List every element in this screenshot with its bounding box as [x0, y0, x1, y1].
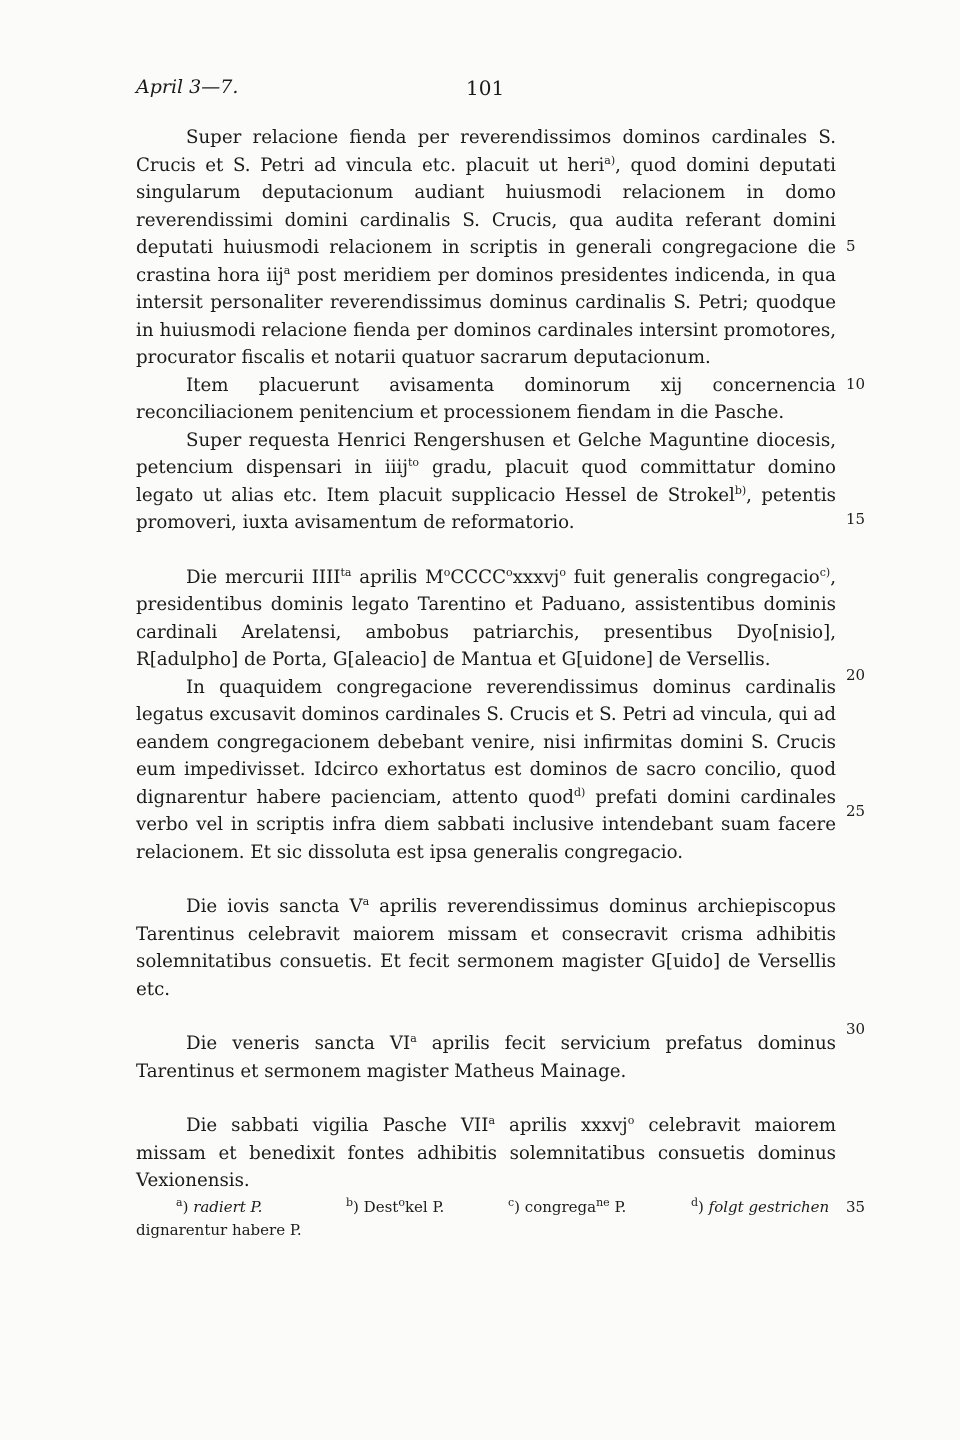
footnote-mark: a: [176, 1196, 183, 1209]
superscript: o: [627, 1113, 635, 1127]
text-run: , quod domini deputati singularum deputacionum audiant huiusmodi relacionem in domo reverendissimi domini cardinalis S. Crucis, qua audita referant domini deputati huiusmodi relacionem in scriptis in generali congregacione die crastina hora iij: [136, 154, 836, 286]
paragraph: [136, 1030, 836, 1085]
text-run: Super requesta Henrici Rengershusen et Gelche Maguntine diocesis, petencium dispensari in iiij: [136, 429, 836, 478]
footnote-d-continued: dignarentur habere P.: [136, 1221, 302, 1239]
line-number: 25: [846, 802, 866, 820]
section-gap: [136, 1003, 836, 1030]
paragraph: [136, 427, 836, 537]
footnote-b: $^b$) Dest$^o$kel P.: [346, 1196, 445, 1216]
footnote-d: $^d$) folgt gestrichen: [691, 1196, 830, 1216]
text-run: , petentis promoveri, iuxta avisamentum de reformatorio.: [136, 484, 836, 533]
paragraph: [136, 674, 836, 867]
text-run: Die sabbati vigilia Pasche VII: [186, 1115, 489, 1136]
superscript: ta: [340, 565, 352, 579]
footnote-mark: d: [691, 1196, 699, 1209]
superscript: a: [410, 1031, 417, 1045]
line-number: 5: [846, 237, 856, 255]
paragraph: [136, 1112, 836, 1195]
text-run: celebravit maiorem missam et benedixit fontes adhibitis solemnitatibus consuetis dominus Vexionensis.: [136, 1115, 837, 1191]
footnote-text: folgt gestrichen: [708, 1198, 830, 1216]
section-gap: [136, 537, 836, 564]
running-head-date: April 3—7.: [136, 76, 239, 98]
page-number: 101: [466, 76, 505, 100]
paragraph: [136, 893, 836, 1003]
footnote-text: P.: [614, 1198, 627, 1216]
text-run: Die mercurii IIII: [186, 566, 341, 588]
superscript: a): [604, 153, 616, 167]
text-run: , presidentibus dominis legato Tarentino et Paduano, assistentibus dominis cardinali Arelatensi, ambobus patriarchis, presentibus Dyo[nisio], R[adulpho] de Porta, G[aleacio] de Mantua et G[uidone] de Versellis.: [136, 566, 836, 670]
text-run: prefati domini cardinales verbo vel in scriptis infra diem sabbati inclusive intendebant suam facere relacionem. Et sic dissoluta est ipsa generalis congregacio.: [136, 786, 837, 863]
section-gap: [136, 866, 836, 893]
superscript: b): [734, 483, 747, 497]
text-run: fuit generalis congregacio: [565, 566, 820, 588]
footnote-sup: ne: [596, 1196, 610, 1209]
superscript: d): [574, 785, 586, 799]
line-number: 10: [846, 375, 866, 393]
superscript: to: [408, 455, 420, 469]
superscript: a: [488, 1113, 495, 1127]
footnote-text: Dest: [363, 1198, 399, 1216]
main-text: [136, 124, 836, 1195]
paragraph: [136, 124, 836, 372]
superscript: a: [362, 894, 370, 908]
footnote-a: $^a$) radiert P.: [176, 1196, 263, 1216]
superscript: o: [443, 565, 451, 579]
footnote-text: congrega: [524, 1198, 597, 1216]
text-run: aprilis xxxvj: [495, 1115, 628, 1136]
paragraph: [136, 372, 836, 427]
footnotes: [136, 1196, 856, 1242]
paragraph: [136, 564, 836, 674]
running-head: [136, 76, 856, 106]
superscript: o: [506, 565, 513, 579]
line-number: 20: [846, 666, 866, 684]
text-run: gradu, placuit quod committatur domino legato ut alias etc. Item placuit supplicacio Hessel de Strokel: [136, 457, 836, 506]
text-run: CCCC: [450, 566, 506, 588]
footnote-c: $^c$) congrega$^{ne}$ P.: [508, 1196, 627, 1216]
text-run: aprilis M: [351, 566, 444, 588]
text-run: Die veneris sancta VI: [186, 1033, 411, 1054]
line-number: 35: [846, 1198, 866, 1216]
line-number: 30: [846, 1020, 866, 1038]
footnote-text: radiert P.: [193, 1198, 263, 1216]
text-run: Super relacione fienda per reverendissimos dominos cardinales S. Crucis et S. Petri ad vincula etc. placuit ut heri: [136, 127, 836, 176]
footnote-mark: c: [508, 1196, 515, 1209]
text-run: Die iovis sancta V: [186, 896, 363, 917]
text-run: Item placuerunt avisamenta dominorum xij concernencia reconciliacionem penitencium et processionem fiendam in die Pasche.: [136, 374, 836, 423]
text-run: xxxvj: [512, 566, 560, 588]
line-number: 15: [846, 510, 866, 528]
footnote-mark: b: [346, 1196, 354, 1209]
footnote-sup: o: [398, 1196, 405, 1209]
text-run: aprilis fecit servicium prefatus dominus Tarentinus et sermonem magister Matheus Mainage.: [136, 1033, 836, 1082]
text-run: aprilis reverendissimus dominus archiepiscopus Tarentinus celebravit maiorem missam et consecravit crisma adhibitis solemnitatibus consuetis. Et fecit sermonem magister G[uido] de Versellis etc.: [136, 896, 837, 1000]
superscript: a: [283, 263, 291, 277]
superscript: o: [559, 565, 566, 579]
footnote-text: kel P.: [404, 1198, 445, 1216]
text-run: In quaquidem congregacione reverendissimus dominus cardinalis legatus excusavit dominos cardinales S. Crucis et S. Petri ad vincula, qui ad eandem congregacionem debebant venire, nisi infirmitas domini S. Crucis eum impedivisset. Idcirco exhortatus est dominos de sacro concilio, quod dignarentur habere pacienciam, attento quod: [136, 676, 836, 808]
section-gap: [136, 1085, 836, 1112]
text-run: post meridiem per dominos presidentes indicenda, in qua intersit personaliter reverendissimus dominus cardinalis S. Petri; quodque in huiusmodi relacione fienda per dominos cardinales intersint promotores, procurator fiscalis et notarii quatuor sacrarum deputacionum.: [136, 264, 836, 368]
superscript: c): [819, 565, 831, 579]
